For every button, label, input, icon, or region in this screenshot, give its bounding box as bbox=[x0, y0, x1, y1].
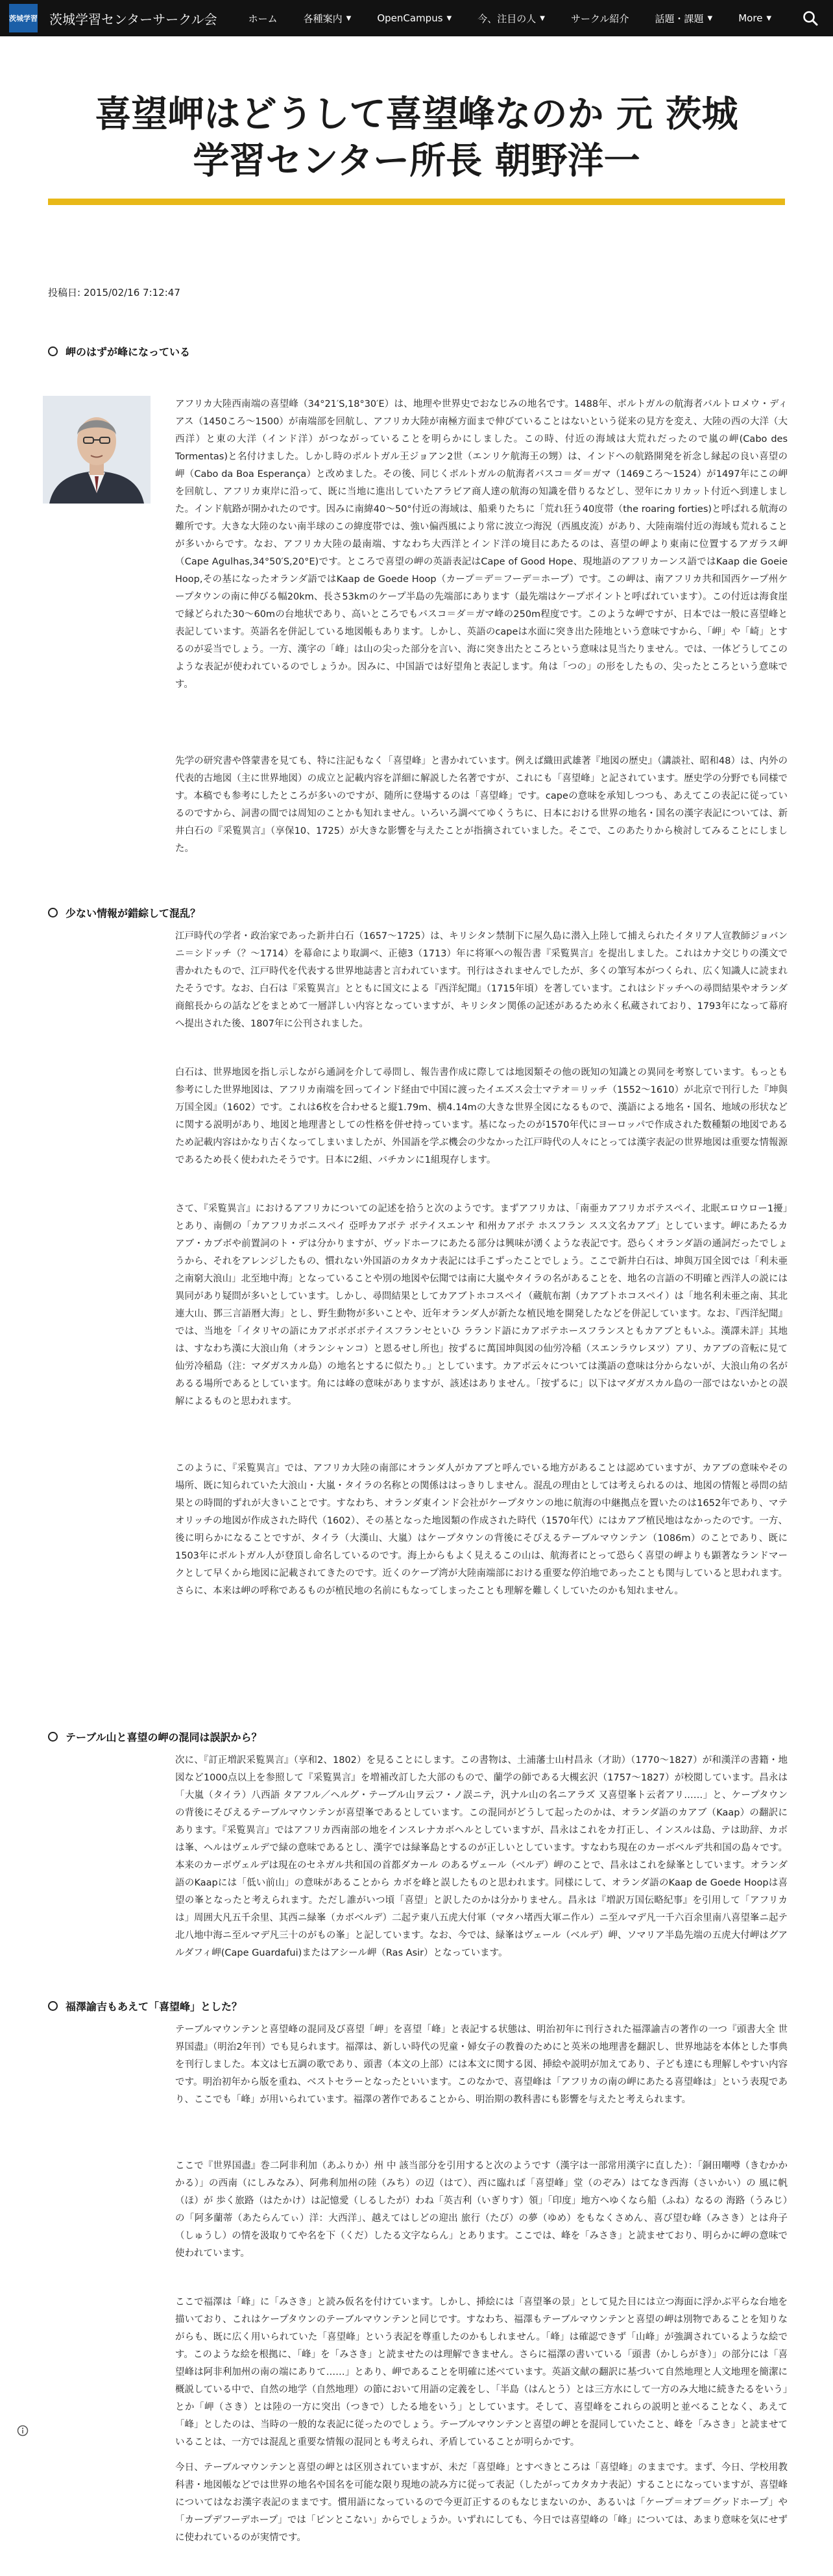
body-paragraph: このように、『采覧異言』では、アフリカ大陸の南部にオランダ人がカアブと呼んでいる地方があることは認めていますが、カアブの意味やその場所、既に知られていた大浪山・大嵐・タイラの名称との関係ははっきりしません。混乱の理由としては考えられるのは、地図の情報と尋問の結果との時間的ずれが大きいことです。すなわち、オランダ東インド会社がケープタウンの地に航海の中継拠点を置いたのは1652年であり、マテオリッチの地図が作成された時代（1602）、その基となった地図類の作成された時代（1570年代）にはカアブ植民地はなかったのです。一方、後に明らかになることですが、タイラ（大漢山、大嵐）はケープタウンの背後にそびえるテーブルマウンテン（1086m）のことであり、既に1503年にポルトガル人が登頂し命名しているのです。海上からもよく見えるこの山は、航海者にとって恐らく喜望の岬よりも顕著なランドマークとして早くから地図に記載されてきたのです。近くのケープ湾が大陸南端部における重要な停泊地であったことも関与していると思われます。さらに、本来は岬の呼称であるものが植民地の名前にもなってしまったことも理解を難しくしていたのかも知れません。 bbox=[175, 1463, 788, 1596]
body-paragraph: 今日、テーブルマウンテンと喜望の岬とは区別されていますが、未だ「喜望峰」とすべきところは「喜望峰」のままです。まず、今日、学校用教科書・地図帳などでは世界の地名や国名を可能な限り現地の読み方に従って表記（したがってカタカナ表記）することになっていますが、喜望峰についてはなお漢字表記のままです。慣用語になっているので今更訂正するのもなじまないのか、あるいは「ケープ＝オブ＝グッドホープ」や「カープデフーデホープ」では「ピンとこない」からでしょうか。いずれにしても、今日では喜望峰の「峰」については、あまり意味を気にせずに使われているのが実情です。 bbox=[175, 2462, 788, 2543]
nav-item-opencampus[interactable]: OpenCampus ▼ bbox=[377, 12, 452, 24]
nav-item-guide[interactable]: 各種案内 ▼ bbox=[303, 12, 352, 25]
chevron-down-icon: ▼ bbox=[540, 14, 545, 22]
body-paragraph: ここで『世界国盡』巻二阿非利加（あふりか）州 中 該当部分を引用すると次のようです（漢字は一部常用漢字に直した）：「銅田嘲噂（きむかかかる）」の西南（にしみなみ）、阿弗利加州の陸（みち）の辺（はて）、西に臨れば「喜望峰」堂（のぞみ）はてなき西海（さいかい）の 風に帆（ほ）が 歩く旅路（はたかけ）は記憶愛（しるしたが）わね「英吉利（いぎりす）領」「印度」地方へゆくなら船（ふね）なるの 海路（うみじ）の「阿多蘭蒂（あたらんてぃ）洋：大西洋」、越えてはしどの迎出 旅行（たび）の夢（ゆめ）をもなくさめん、喜び望む峰（みさき）とは舟子（しゅうし）の情を汲取りてや名を下（くだ）したる文字ならん」とあります。ここでは、峰を「みさき」と読ませており、明らかに岬の意味で使われています。 bbox=[175, 2161, 788, 2259]
page-title bbox=[39, 91, 794, 184]
body-paragraph: 次に、『訂正増訳采覧異言』（享和2、1802）を見ることにします。この書物は、土浦藩士山村昌永（才助）（1770〜1827）が和漢洋の書籍・地図など1000点以上を参照して『采覧異言』を増補改訂した大部のもので、蘭学の師である大槻玄沢（1757〜1827）が校閲しています。昌永は「大嵐（タイラ）八西語 タアフル／ヘルグ・テーブル山ヲ云フ・ノ誤ニテ，汎ナル山の名ニアラズ 又喜望峯ト云者アリ……」と、ケープタウンの背後にそびえるテーブルマウンテンが喜望峯であるとしています。この混同がどうして起ったのかは、オランダ語のカアブ（Kaap）の翻訳にあります。『采覧異言』ではアフリカ西南部の地をインスレナカボヘルとしていますが、昌永はこれをカ打正し、インスルは島、テは助辞、カボは峯、ヘルはヴェルデで緑の意味であるとし、漢字では緑峯島とするのが正しいとしています。すなわち現在のカーボベルデ共和国の島々です。本来のカーボヴェルデは現在のセネガル共和国の首都ダカール のあるヴェール（ベルデ）岬のことで、昌永はこれを緑峯としています。オランダ語のKaapには「低い前山」の意味があることから カボを峰と誤したものと思われます。同様にして、オランダ語のKaap de Goede Hoopは喜望の峯となったと考えられます。ただし誰がいつ頃「喜望」と訳したのかは分かりません。昌永は『増訳万国伝略紀事』を引用して「アフリカは」周囲大凡五千余里、其西ニ緑峯（カボベルデ）二起テ東八五虎大付軍（マタハ堵西大軍ニ作ル）ニ至ルマデ凡一千六百余里南八喜望峯ニ起テ北八地中海ニ至ルマデ凡三十のがもの峯」と記しています。なお、今では、緑峯はヴェール（ベルデ）岬、ソマリア半島先端の五虎大付岬はグアルダフィ岬(Cape Guardafui)またはアシール岬（Ras Asir）となっています。 bbox=[175, 1755, 788, 1958]
body-paragraph: テーブルマウンテンと喜望峰の混同及び喜望「岬」を喜望「峰」と表記する状態は、明治初年に刊行された福澤諭吉の著作の一つ『頭書大全 世界国盡』（明治2年刊）でも見られます。福澤は、新しい時代の児童・婦女子の教養のためにと英米の地理書を翻訳し、世界地誌を本体とした事典を刊行しました。本文は七五調の歌であり、頭書（本文の上部）には本文に関する図、挿絵や説明が加えてあり、子ども達にも理解しやすい内容です。明治初年から版を重ね、ベストセラーとなったといいます。このなかで、喜望峰は「アフリカの南の岬にあたる喜望峰は」という表現であり、ここでも「峰」が用いられています。福澤の著作であることから、明治期の教科書にも影響を与えたと考えられます。 bbox=[175, 2024, 788, 2105]
page-title-line2: 学習センター所長 朝野洋一 bbox=[193, 140, 640, 182]
main-nav bbox=[248, 12, 798, 25]
author-photo bbox=[43, 396, 151, 504]
nav-item-featured-people[interactable]: 今、注目の人 ▼ bbox=[477, 12, 545, 25]
nav-item-more[interactable]: More ▼ bbox=[738, 12, 772, 24]
body-paragraph: アフリカ大陸西南端の喜望峰（34°21′S,18°30′E）は、地理や世界史でおなじみの地名です。1488年、ポルトガルの航海者バルトロメウ・ディアス（1450ころ〜1500）が南端部を回航し、アフリカ大陸が南極方面まで伸びていることはないという従来の見方を変え、大陸の西の大洋（大西洋）と東の大洋（インド洋）がつながっていることを明らかにしました。この時、付近の海域は大荒れだったので嵐の岬(Cabo des Tormentas)と名付けました。しかし時のポルトガル王ジョアン2世（エンリケ航海王の甥）は、インドへの航路開発を祈念し縁起の良い喜望の岬（Cabo da Boa Esperança）と改めました。その後、同じくポルトガルの航海者バスコ＝ダ＝ガマ（1469ころ〜1524）が1497年にこの岬を回航し、アフリカ東岸に沿って、既に当地に進出していたアラビア商人達の航海の知識を借りるなどし、翌年にカリカット付近へ到達しました。インド航路が開かれたのです。因みに南緯40〜50°付近の海域は、船乗りたちに「荒れ狂う40度帯（the roaring forties)と呼ばれる航海の難所です。大きな大陸のない南半球のこの緯度帯では、強い偏西風により常に波立つ海況（西風皮流）があり、大陸南端付近の海域も荒れることが多いからです。なお、アフリカ大陸の最南端、すなわち大西洋とインド洋の境目にあたるのは、喜望の岬より東南に位置するアガラス岬（Cape Agulhas,34°50′S,20°E)です。ところで喜望の岬の英語表記はCape of Good Hope、現地語のアフリカーンス語ではKaap die Goeie Hoop,その基になったオランダ語ではKaap de Goede Hoop（カープ＝デ＝フーデ＝ホープ）です。この岬は、南アフリカ共和国西ケープ州ケープタウンの南に伸びる幅20km、長さ53kmのケープ半島の先端部にあります（最先端はケープポイントと呼ばれています）。この付近は海食崖で縁どられた30〜60mの台地状であり、高いところでもバスコ＝ダ＝ガマ峰の250m程度です。このような岬ですが、日本では一般に喜望峰と表記しています。英語名を併記している地図帳もあります。しかし、英語のcapeは水面に突き出た陸地という意味ですから、「岬」や「崎」とするのが妥当でしょう。一方、漢字の「峰」は山の尖った部分を言い、海に突き出たところという意味は見当たりません。では、一体どうしてこのような表記が使われているのでしょうか。因みに、中国語では好望角と表記します。角は「つの」の形をしたもの、尖ったところという意味です。 bbox=[175, 399, 788, 690]
body-paragraph: さて、『采覧異言』におけるアフリカについての記述を拾うと次のようです。まずアフリカは、「南亜カアフリカボテスペイ、北眠エロウロー1擾」とあり、南側の「カアフリカボニスペイ 亞呼カアボテ ボテイスエンヤ 和州カアボテ ホスフラン スス文名カアブ」としています。岬にあたるカアブ・カブボや前置詞のト・デは分かりますが、ヴッドホーフにあたる部分は興味が湧くような表記です。恐らくオランダ語の通詞だったでしょうから、それをアレンジしたもの、慣れない外国語のカタカナ表記には手こずったことでしょう。ここで新井白石は、坤與万国全図では「利未亜之南窮大浪山」北至地中海」となっていることや別の地図や伝聞では南に大嵐やタイラの名があることを、地名の言語の不明確と西洋人の説には異同があり疑問が多いとしています。しかし、尋問結果としてカアブトホコスペイ（蔵航布割（カアブトホコスペイ）は「地名利未亜之南、其北連大山、鄧三言語暦大海」とし、野生動物が多いことや、近年オランダ人が新たな植民地を開発したなどを併記しています。なお、『西洋紀聞』では、当地を「イタリヤの語にカアボボボボテイスフランセといひ ラランド語にカアボテホースフランスともカアブともいふ。漢譯未詳」其地は、すなわち漢に大浪山角（オランシャンコ）と恩るせし所也」按ずるに萬国坤與図の仙労冷稲（スエンラウレヌツ）アリ、カアブの音転に見て仙労冷稲島（注：マダガスカル島）の地名とするに似たり。」としています。カアボ云々については漢語の意味は分からないが、大浪山角の名があるる場所であるとしています。角には峰の意味がありますが、該述はありません。「按ずるに」以下はマダガスカル島の一部ではないかとの誤解によるものと思われます。 bbox=[175, 1204, 788, 1407]
body-paragraph: ここで福澤は「峰」に「みさき」と読み仮名を付けています。しかし、挿絵には「喜望峯の景」として見た目には立つ海面に浮かぶ平らな台地を描いており、これはケープタウンのテーブルマウンテンと同じです。すなわち、福澤もテーブルマウンテンと喜望の岬は別物であることを知りながらも、既に広く用いられていた「喜望峰」という表記を尊重したのかもしれません。「峰」は確認できず「山峰」が強調されているような絵です。このような絵を根拠に、「峰」を「みさき」と読ませたのは理解できません。さらに福澤の書いている「頭書（かしらがき）」の部分には「喜望峰は阿非利加州の南の端にありて……」とあり、岬であることを明確に述べています。英語文献の翻訳に基づいて自然地理と人文地理を簡潔に概説している中で、自然の地学（自然地理）の節において用語の定義をし、「半島（はんとう）とは三方水にして一方のみ大地に続きたるをいう」とか「岬（さき）とは陸の一方に突出（つきで）したる地をいう」としています。そして、喜望峰をこれらの説明と並べることなく、あえて「峰」としたのは、当時の一般的な表記に従ったのでしょう。テーブルマウンテンと喜望の岬とを混同していたこと、峰を「みさき」と読ませていることは、一方では混乱と重要な情報の混同とも考えられ、矛盾していることが明らかです。 bbox=[175, 2297, 788, 2448]
title-underline bbox=[48, 199, 785, 205]
search-icon[interactable] bbox=[802, 10, 819, 27]
body-paragraph: 白石は、世界地図を指し示しながら通詞を介して尋問し、報告書作成に際しては地図類その他の既知の知識との異同を考察しています。もっとも参考にした世界地図は、アフリカ南端を回ってインド経由で中国に渡ったイエズス会士マテオ＝リッチ（1552〜1610）が北京で刊行した『坤與万国全図』（1602）です。これは6枚を合わせると縦1.79m、横4.14mの大きな世界全図になるもので、漢語による地名・国名、地域の形状などに関する説明があり、地図と地理書としての性格を併せ持っています。基になったのが1570年代にヨーロッパで作成された数種類の地図であるため記載内容はかなり古くなってしまいましたが、外国語を学ぶ機会の少なかった江戸時代の人々にとっては漢字表記の世界地図は重要な情報源であるため長く使われたそうです。日本に2組、バチカンに1組現存します。 bbox=[175, 1067, 788, 1165]
chevron-down-icon: ▼ bbox=[707, 14, 713, 22]
section-heading: 少ない情報が錯綜して混乱？ bbox=[48, 905, 200, 920]
body-paragraph: 江戸時代の学者・政治家であった新井白石（1657〜1725）は、キリシタン禁制下に屋久島に潜入上陸して捕えられたイタリア人宣教師ジョバンニ＝シドッチ（？〜1714）を幕命により取調べ、正徳3（1713）年に将軍への報告書『采覧異言』を提出しました。これはカナ交じりの漢文で書かれたもので、江戸時代を代表する世界地誌書と言われています。刊行はされませんでしたが、多くの筆写本がつくられ、広く知識人に読まれたそうです。なお、白石は『采覧異言』とともに国文による『西洋紀聞』（1715年頃）を著しています。これはシドッチへの尋問結果やオランダ商館長からの話などをまとめて一層詳しい内容となっていますが、キリシタン関係の記述があるため永く私蔵されており、1793年になって幕府へ提出された後、1807年に公刊されました。 bbox=[175, 931, 788, 1029]
chevron-down-icon: ▼ bbox=[446, 14, 452, 22]
section-heading: 岬のはずが峰になっている bbox=[48, 344, 190, 359]
site-title[interactable]: 茨城学習センターサークル会 bbox=[49, 11, 217, 27]
section-heading: テーブル山と喜望の岬の混同は誤訳から？ bbox=[48, 1729, 262, 1744]
posted-date: 投稿日: 2015/02/16 7:12:47 bbox=[48, 287, 180, 298]
nav-item-circles[interactable]: サークル紹介 bbox=[570, 12, 629, 25]
top-navbar bbox=[0, 0, 833, 36]
info-icon[interactable] bbox=[17, 2425, 29, 2436]
section-heading: 福澤諭吉もあえて「喜望峰」とした？ bbox=[48, 1999, 242, 2013]
nav-item-topics[interactable]: 話題・課題 ▼ bbox=[655, 12, 713, 25]
chevron-down-icon: ▼ bbox=[346, 14, 352, 22]
body-paragraph: 先学の研究書や啓蒙書を見ても、特に注記もなく「喜望峰」と書かれています。例えば織田武雄著『地図の歴史』（講談社、昭和48）は、内外の代表的古地図（主に世界地図）の成立と記載内容を詳細に解説した名著ですが、これにも「喜望峰」と記されています。歴史学の分野でも同様です。本稿でも参考にしたところが多いのですが、随所に登場するのは「喜望峰」です。capeの意味を承知しつつも、あえてこの表記に従っているのですから、詞書の間では周知のことかも知れません。いろいろ調べてゆくうちに、日本における世界の地名・国名の漢字表記については、新井白石の『采覧異言』（享保10、1725）が大きな影響を与えたことが指摘されていました。そこで、このあたりから検討してみることにしました。 bbox=[175, 756, 788, 854]
page-title-line1: 喜望岬はどうして喜望峰なのか 元 茨城 bbox=[95, 93, 738, 136]
chevron-down-icon: ▼ bbox=[766, 14, 772, 22]
site-logo[interactable]: 茨城学習 bbox=[9, 4, 38, 32]
nav-item-home[interactable]: ホーム bbox=[248, 12, 278, 25]
author-portrait-image bbox=[43, 396, 151, 504]
